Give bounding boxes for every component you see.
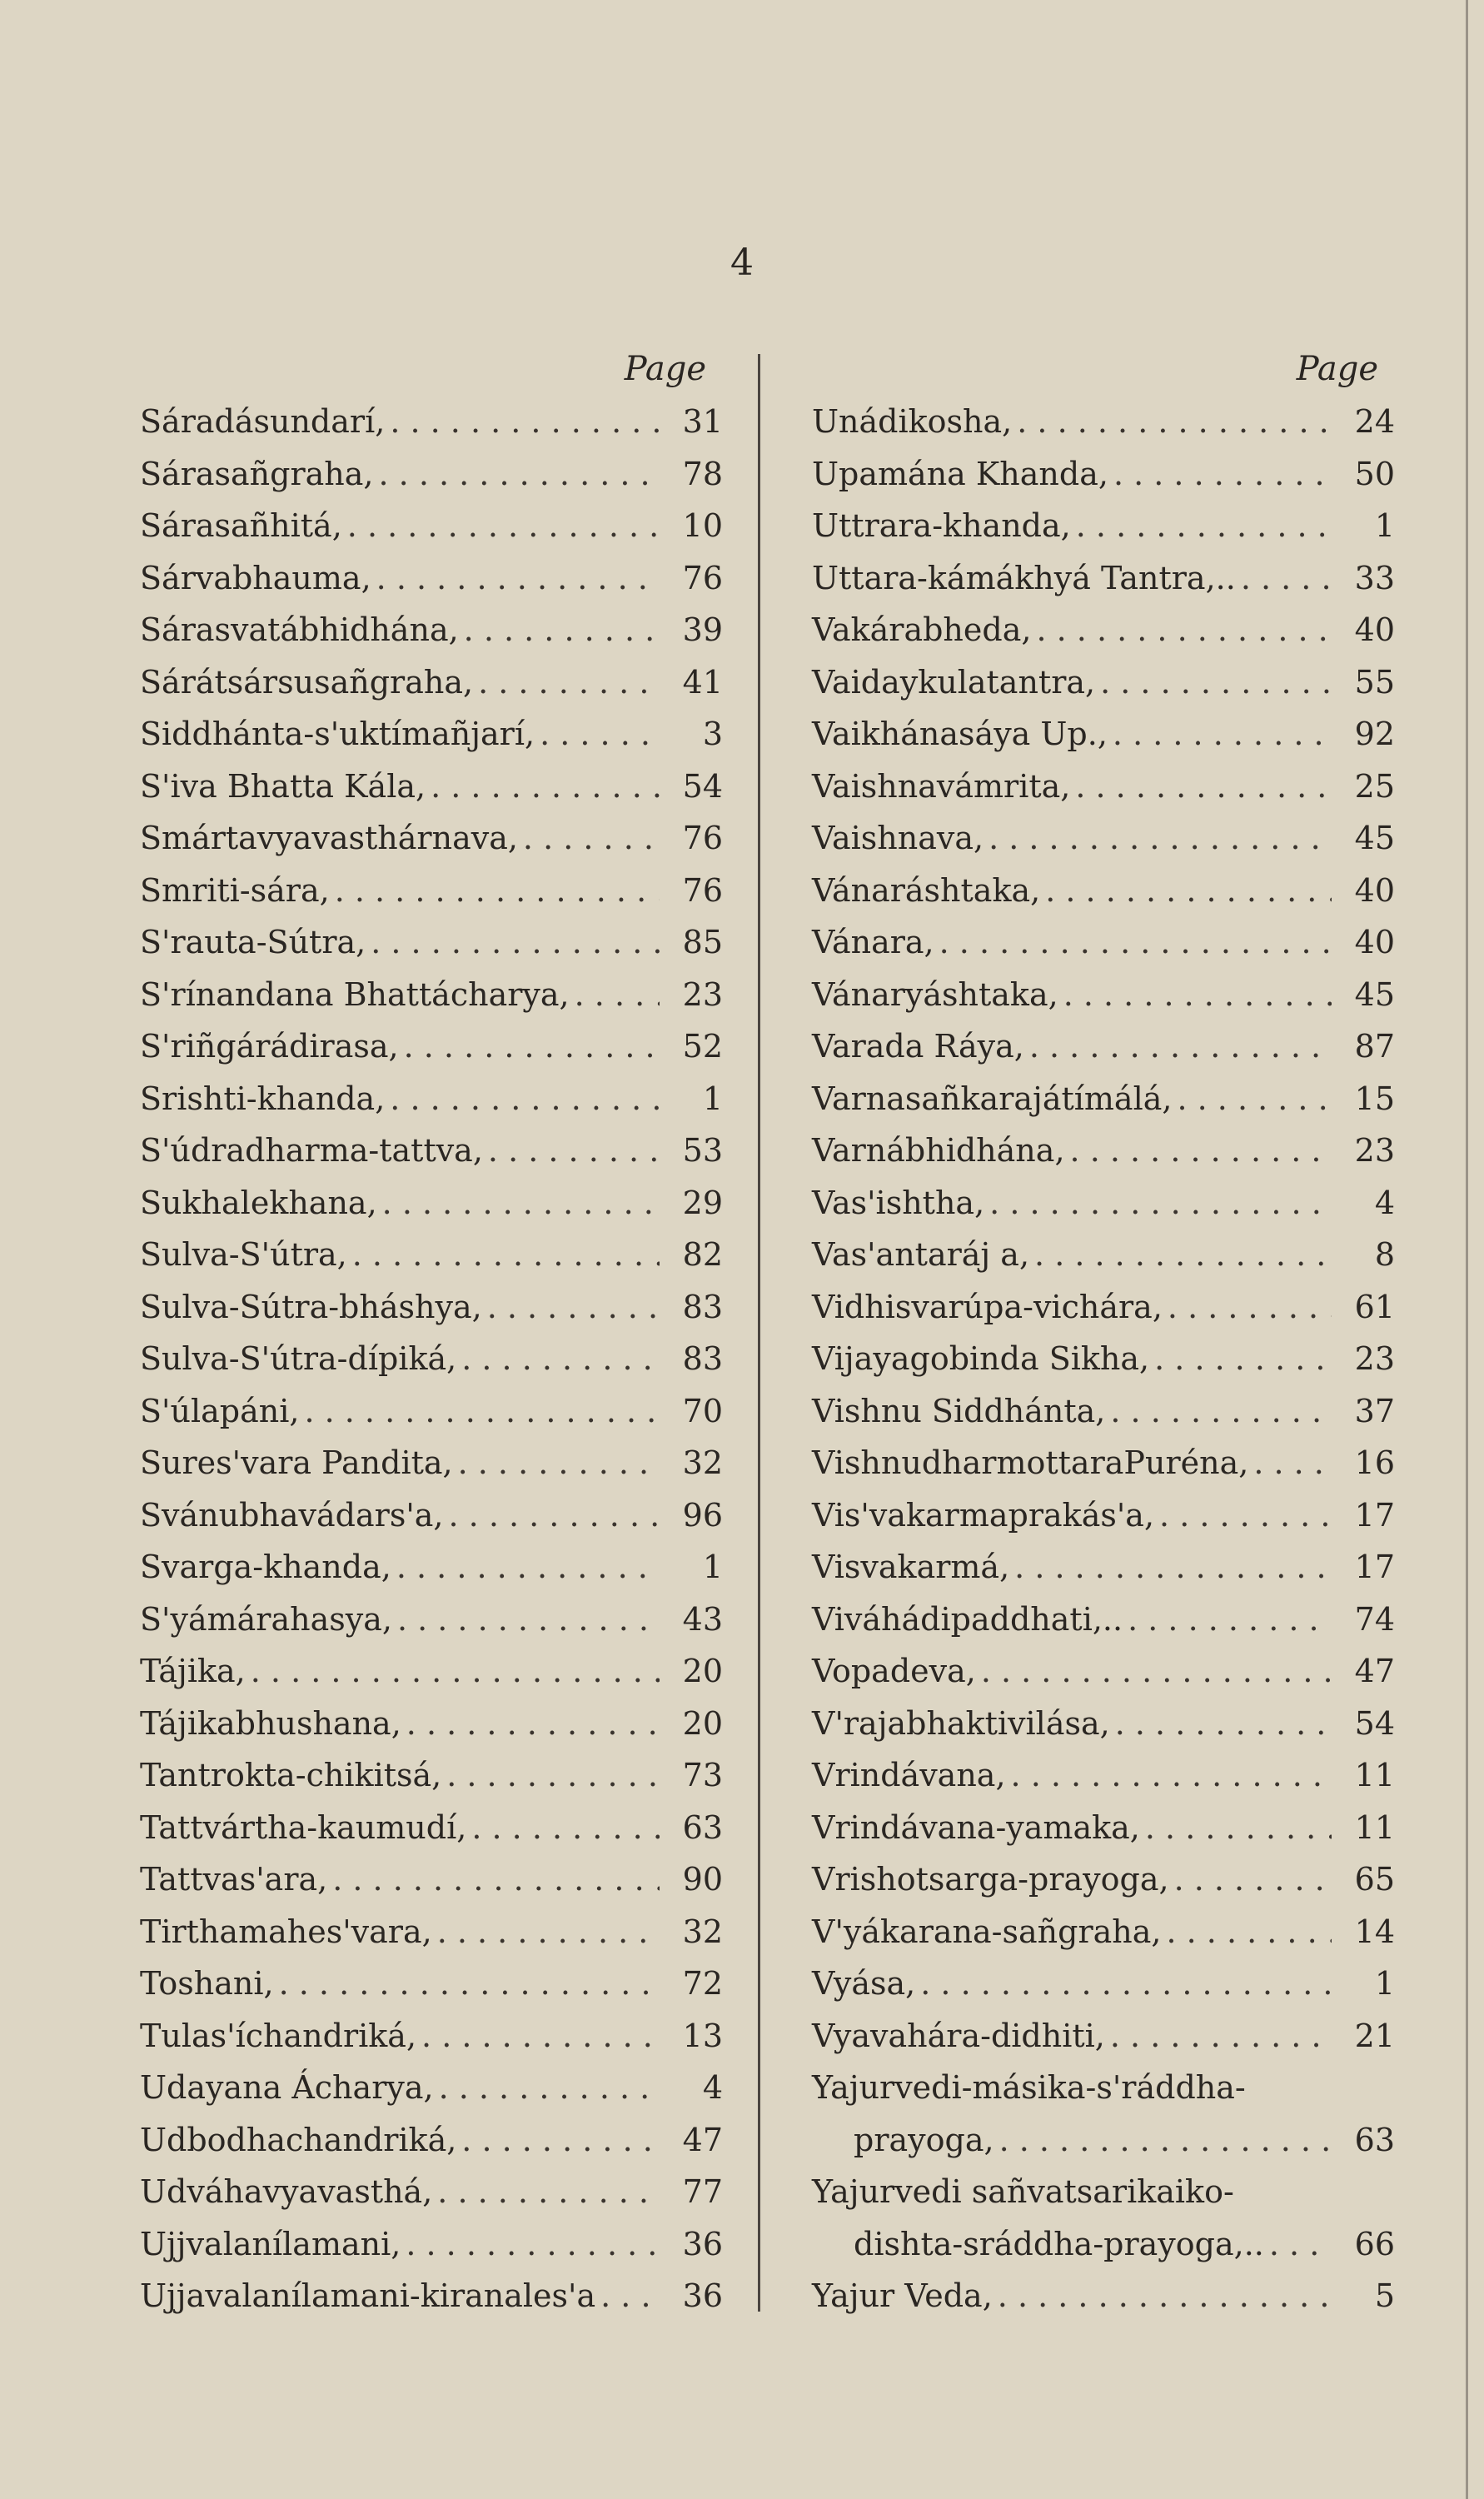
entry-page: 65 [1354,1861,1395,1898]
index-entry [140,2270,723,2322]
entry-page: 47 [1354,1653,1395,1689]
entry-page: 11 [1354,1808,1395,1846]
entry-name: Yajurvedi-másika-s'ráddha- [812,2069,1246,2106]
dot-leader [1177,1073,1332,1125]
entry-name: Yajurvedi sañvatsarikaiko- [812,2173,1234,2210]
entry-name: Uttara-kámákhyá Tantra,.. [812,559,1236,596]
entry-name: Udbodhachandriká, [140,2121,457,2158]
entry-name: Sures'vara Pandita, [140,1444,453,1481]
entry-page: 16 [1354,1444,1395,1481]
index-entry [140,2218,723,2271]
index-entry [140,1645,723,1698]
dot-leader [1154,1333,1332,1385]
dot-leader [396,1541,660,1594]
index-entry [812,916,1395,969]
entry-name: Sukhalekhana, [140,1184,377,1221]
entry-name-continuation: prayoga, [854,2121,994,2158]
dot-leader [1063,969,1332,1021]
entry-page: 15 [1354,1080,1395,1117]
entry-page: 10 [682,507,723,544]
entry-page: 54 [1354,1704,1395,1742]
entry-page: 32 [682,1913,723,1950]
dot-leader [379,448,660,501]
dot-leader [251,1645,660,1698]
entry-name: Sáradásundarí, [140,403,386,440]
entry-name: Viváhádipaddhati,.. [812,1600,1123,1638]
entry-name: Vis'vakarmaprakás'a, [812,1496,1155,1534]
dot-leader [1115,1698,1332,1750]
dot-leader [397,1594,660,1646]
index-entry [812,1437,1395,1489]
index-entry [812,1281,1395,1334]
entry-page: 76 [682,820,723,856]
dot-leader [431,761,660,813]
entry-name: Vopadeva, [812,1653,976,1689]
entry-page: 4 [702,2069,723,2106]
index-entry [812,1645,1395,1698]
entry-page: 53 [682,1132,723,1169]
index-entry [140,969,723,1021]
dot-leader [1241,552,1332,605]
dot-leader [390,1073,660,1125]
dot-leader [347,500,660,552]
entry-page: 17 [1354,1549,1395,1585]
index-entry [812,2270,1395,2322]
entry-page: 43 [682,1600,723,1638]
entry-name: Tattvártha-kaumudí, [140,1808,467,1846]
index-entry [812,2062,1395,2166]
entry-page: 45 [1354,975,1395,1013]
entry-page: 5 [1374,2277,1395,2314]
dot-leader [600,2270,660,2322]
entry-page: 11 [1354,1757,1395,1793]
index-entry [140,1333,723,1385]
entry-page: 52 [682,1028,723,1065]
entry-name: Smriti-sára, [140,871,330,909]
dot-leader [1110,2010,1332,2063]
entry-page: 8 [1374,1236,1395,1273]
entry-name: S'rínandana Bhattácharya, [140,975,570,1013]
dot-leader [437,2166,660,2218]
index-entry [812,1541,1395,1594]
entry-name: Sárasañhitá, [140,507,342,544]
index-entry [812,448,1395,501]
page-edge-line [1466,0,1468,2499]
entry-page: 39 [682,611,723,648]
dot-leader [523,812,660,865]
dot-leader [464,604,660,656]
index-entry [812,812,1395,865]
index-entry [812,1489,1395,1542]
dot-leader [1045,865,1332,917]
dot-leader [1070,1125,1332,1177]
index-entry [812,1802,1395,1854]
dot-leader [939,916,1332,969]
entry-name: S'údradharma-tattva, [140,1132,483,1169]
index-entry [812,1958,1395,2010]
dot-leader [1128,1594,1332,1646]
entry-name: V'yákarana-sañgraha, [812,1913,1162,1950]
entry-page: 40 [1354,871,1395,909]
entry-page: 41 [682,663,723,701]
entry-page: 13 [682,2017,723,2054]
entry-page: 4 [1374,1184,1395,1221]
entry-name: Tájikabhushana, [140,1704,401,1742]
entry-page: 76 [682,559,723,596]
index-entry [140,1906,723,1958]
entry-name: Visvakarmá, [812,1549,1010,1585]
index-entry [812,656,1395,709]
entry-page: 23 [682,975,723,1013]
index-entry [140,1229,723,1281]
dot-leader [461,1333,660,1385]
entry-page: 87 [1354,1028,1395,1065]
dot-leader [449,1489,660,1542]
dot-leader [998,2270,1332,2322]
index-entry [812,1333,1395,1385]
entry-name: Vrishotsarga-prayoga, [812,1861,1169,1898]
index-entry [140,552,723,605]
entry-name: Vánaráshtaka, [812,871,1041,909]
entry-name: Vaishnava, [812,820,984,856]
dot-leader [1011,1749,1332,1802]
entry-page: 92 [1354,716,1395,752]
dot-leader [352,1229,660,1281]
index-entry [140,1177,723,1230]
entry-page: 55 [1354,663,1395,701]
entry-page: 25 [1354,767,1395,805]
entry-page: 1 [702,1549,723,1585]
dot-leader [989,812,1332,865]
entry-name: Udváhavyavasthá, [140,2173,433,2210]
entry-page: 40 [1354,924,1395,960]
entry-page: 76 [682,871,723,909]
dot-leader [1113,448,1332,501]
entry-name: Vánaryáshtaka, [812,975,1058,1013]
entry-name: Varnábhidhána, [812,1132,1065,1169]
entry-page: 40 [1354,611,1395,648]
entry-name: Svánubhavádars'a, [140,1496,444,1534]
dot-leader [332,1853,660,1906]
dot-leader [390,396,660,448]
entry-name: Vakárabheda, [812,611,1032,648]
dot-leader [471,1802,660,1854]
entry-name: S'yámárahasya, [140,1600,392,1638]
dot-leader [1100,656,1332,709]
dot-leader [1159,1489,1332,1542]
index-entry [812,969,1395,1021]
index-entry [140,761,723,813]
index-entry [812,1749,1395,1802]
index-entry [140,2010,723,2063]
index-entry [140,1749,723,1802]
left-column [140,350,723,2322]
page-number: 4 [730,242,754,284]
dot-leader [487,1281,660,1334]
dot-leader [406,2218,660,2271]
index-entry [812,1125,1395,1177]
entry-name: Vyavahára-didhiti, [812,2017,1105,2054]
index-entry [812,2166,1395,2270]
entry-page: 21 [1354,2017,1395,2054]
left-page-header: Page [624,350,706,388]
entry-name: Vaidaykulatantra, [812,663,1096,701]
entry-name: Toshani, [140,1965,274,2002]
entry-page: 23 [1354,1340,1395,1377]
entry-name: Vrindávana-yamaka, [812,1808,1140,1846]
dot-leader [446,1749,660,1802]
entry-name: VishnudharmottaraPuréna, [812,1444,1249,1481]
dot-leader [981,1645,1332,1698]
entry-name: V'rajabhaktivilása, [812,1704,1110,1742]
entry-page: 23 [1354,1132,1395,1169]
index-entry [140,2166,723,2218]
dot-leader [1076,500,1332,552]
entry-page: 20 [682,1653,723,1689]
entry-name: Tájika, [140,1653,246,1689]
entry-name: Smártavyavasthárnava, [140,820,518,856]
dot-leader [1034,1229,1332,1281]
entry-name: S'iva Bhatta Kála, [140,767,426,805]
entry-page: 36 [682,2225,723,2262]
dot-leader [458,1437,660,1489]
dot-leader [461,2114,660,2167]
entry-page: 73 [682,1757,723,1793]
index-entry [140,865,723,917]
index-entry [140,812,723,865]
index-entry [140,2114,723,2167]
dot-leader [437,1906,660,1958]
index-entry [140,656,723,709]
entry-page: 90 [682,1861,723,1898]
entry-name: Tantrokta-chikitsá, [140,1757,442,1793]
dot-leader [1269,2218,1332,2271]
index-entry [140,1698,723,1750]
entry-name: Varada Ráya, [812,1028,1024,1065]
dot-leader [540,708,660,761]
entry-name: Sárátsársusañgraha, [140,663,474,701]
entry-page: 77 [682,2173,723,2210]
entry-name: Vaishnavámrita, [812,767,1071,805]
entry-name: Ujjvalanílamani, [140,2225,401,2262]
entry-name-continuation: dishta-sráddha-prayoga,.. [854,2225,1264,2262]
dot-leader [478,656,660,709]
entry-name: Uttrara-khanda, [812,507,1071,544]
entry-name: Tirthamahes'vara, [140,1913,432,1950]
index-entry [812,1853,1395,1906]
index-entry [140,1541,723,1594]
index-entry [812,500,1395,552]
dot-leader [439,2062,660,2114]
entry-name: Vijayagobinda Sikha, [812,1340,1150,1377]
index-entry [140,1489,723,1542]
index-entry [812,1073,1395,1125]
index-entry [812,1229,1395,1281]
entry-name: Vidhisvarúpa-vichára, [812,1288,1163,1325]
entry-page: 3 [702,716,723,752]
entry-name: Sárasañgraha, [140,455,374,492]
dot-leader [1075,761,1332,813]
entry-name: Vishnu Siddhánta, [812,1392,1106,1429]
entry-name: Tulas'íchandriká, [140,2017,417,2054]
entry-name: Svarga-khanda, [140,1549,391,1585]
index-entry [140,500,723,552]
index-entry [812,2010,1395,2063]
dot-leader [1174,1853,1332,1906]
entry-page: 47 [682,2121,723,2158]
entry-page: 24 [1354,403,1395,440]
entry-name: Vrindávana, [812,1757,1006,1793]
entry-page: 36 [682,2277,723,2314]
entry-name: Sulva-Sútra-bháshya, [140,1288,482,1325]
entry-page: 37 [1354,1392,1395,1429]
index-entry [812,865,1395,917]
entry-page: 29 [682,1184,723,1221]
dot-leader [999,2114,1332,2167]
index-entry [812,1177,1395,1230]
entry-page: 33 [1354,559,1395,596]
index-entry [140,604,723,656]
index-entry [812,708,1395,761]
index-entry [140,1594,723,1646]
index-entry [140,2062,723,2114]
entry-page: 74 [1354,1600,1395,1638]
index-entry [140,396,723,448]
entry-page: 96 [682,1496,723,1534]
index-entry [812,1698,1395,1750]
index-entry [812,1020,1395,1073]
entry-name: Vas'ishtha, [812,1184,985,1221]
entry-name: Sulva-S'útra, [140,1236,347,1273]
index-entry [140,1125,723,1177]
entry-page: 78 [682,455,723,492]
index-entry [812,396,1395,448]
index-entry [140,1958,723,2010]
dot-leader [335,865,660,917]
entry-page: 61 [1354,1288,1395,1325]
entry-page: 1 [702,1080,723,1117]
index-entry [812,1906,1395,1958]
dot-leader [404,1020,660,1073]
index-entry [812,1385,1395,1438]
entry-page: 1 [1374,507,1395,544]
index-entry [140,1853,723,1906]
dot-leader [279,1958,660,2010]
entry-name: Unádikosha, [812,403,1013,440]
index-entry [140,1020,723,1073]
column-divider [758,354,760,2312]
index-entry [812,761,1395,813]
right-page-header: Page [1296,350,1378,388]
index-entry [140,1385,723,1438]
entry-name: Sulva-S'útra-dípiká, [140,1340,457,1377]
index-entry [812,1594,1395,1646]
entry-name: S'úlapáni, [140,1392,300,1429]
dot-leader [376,552,660,605]
entry-name: Vyása, [812,1965,916,2002]
entry-page: 66 [1354,2225,1395,2262]
dot-leader [371,916,660,969]
dot-leader [1017,396,1332,448]
entry-page: 70 [682,1392,723,1429]
entry-page: 82 [682,1236,723,1273]
dot-leader [488,1125,660,1177]
entry-name: Sárasvatábhidhána, [140,611,459,648]
index-entry [140,1437,723,1489]
dot-leader [1110,1385,1332,1438]
dot-leader [304,1385,660,1438]
entry-page: 85 [682,924,723,960]
entry-page: 20 [682,1704,723,1742]
index-entry [140,448,723,501]
dot-leader [1166,1906,1332,1958]
entry-page: 50 [1354,455,1395,492]
dot-leader [1014,1541,1332,1594]
entry-name: Ujjavalanílamani-kiranales'a [140,2277,596,2314]
index-entry [140,1073,723,1125]
dot-leader [1168,1281,1332,1334]
entry-name: S'riñgárádirasa, [140,1028,399,1065]
dot-leader [989,1177,1332,1230]
entry-page: 63 [682,1808,723,1846]
entry-page: 83 [682,1288,723,1325]
entry-name: Vas'antaráj a, [812,1236,1030,1273]
entry-name: S'rauta-Sútra, [140,924,366,960]
index-entry [812,604,1395,656]
dot-leader [421,2010,660,2063]
dot-leader [406,1698,660,1750]
entry-name: Sárvabhauma, [140,559,371,596]
index-entry [140,916,723,969]
dot-leader [1029,1020,1332,1073]
dot-leader [1113,708,1332,761]
entry-name: Udayana Ácharya, [140,2069,434,2106]
entry-name: Srishti-khanda, [140,1080,386,1117]
entry-name: Varnasañkarajátímálá, [812,1080,1173,1117]
entry-page: 83 [682,1340,723,1377]
entry-name: Siddhánta-s'uktímañjarí, [140,716,535,752]
dot-leader [382,1177,660,1230]
dot-leader [920,1958,1332,2010]
entry-page: 14 [1354,1913,1395,1950]
entry-page: 31 [682,403,723,440]
entry-name: Vánara, [812,924,934,960]
entry-name: Upamána Khanda, [812,455,1108,492]
index-entry [140,1281,723,1334]
dot-leader [575,969,660,1021]
index-entry [140,1802,723,1854]
entry-name: Yajur Veda, [812,2277,993,2314]
entry-name: Tattvas'ara, [140,1861,328,1898]
dot-leader [1253,1437,1332,1489]
entry-page: 1 [1374,1965,1395,2002]
entry-page: 17 [1354,1496,1395,1534]
entry-page: 63 [1354,2121,1395,2158]
entry-name: Vaikhánasáya Up., [812,716,1108,752]
index-entry [812,552,1395,605]
right-column [812,350,1395,2322]
dot-leader [1036,604,1332,656]
entry-page: 72 [682,1965,723,2002]
index-entry [140,708,723,761]
entry-page: 54 [682,767,723,805]
entry-page: 32 [682,1444,723,1481]
dot-leader [1145,1802,1332,1854]
entry-page: 45 [1354,820,1395,856]
